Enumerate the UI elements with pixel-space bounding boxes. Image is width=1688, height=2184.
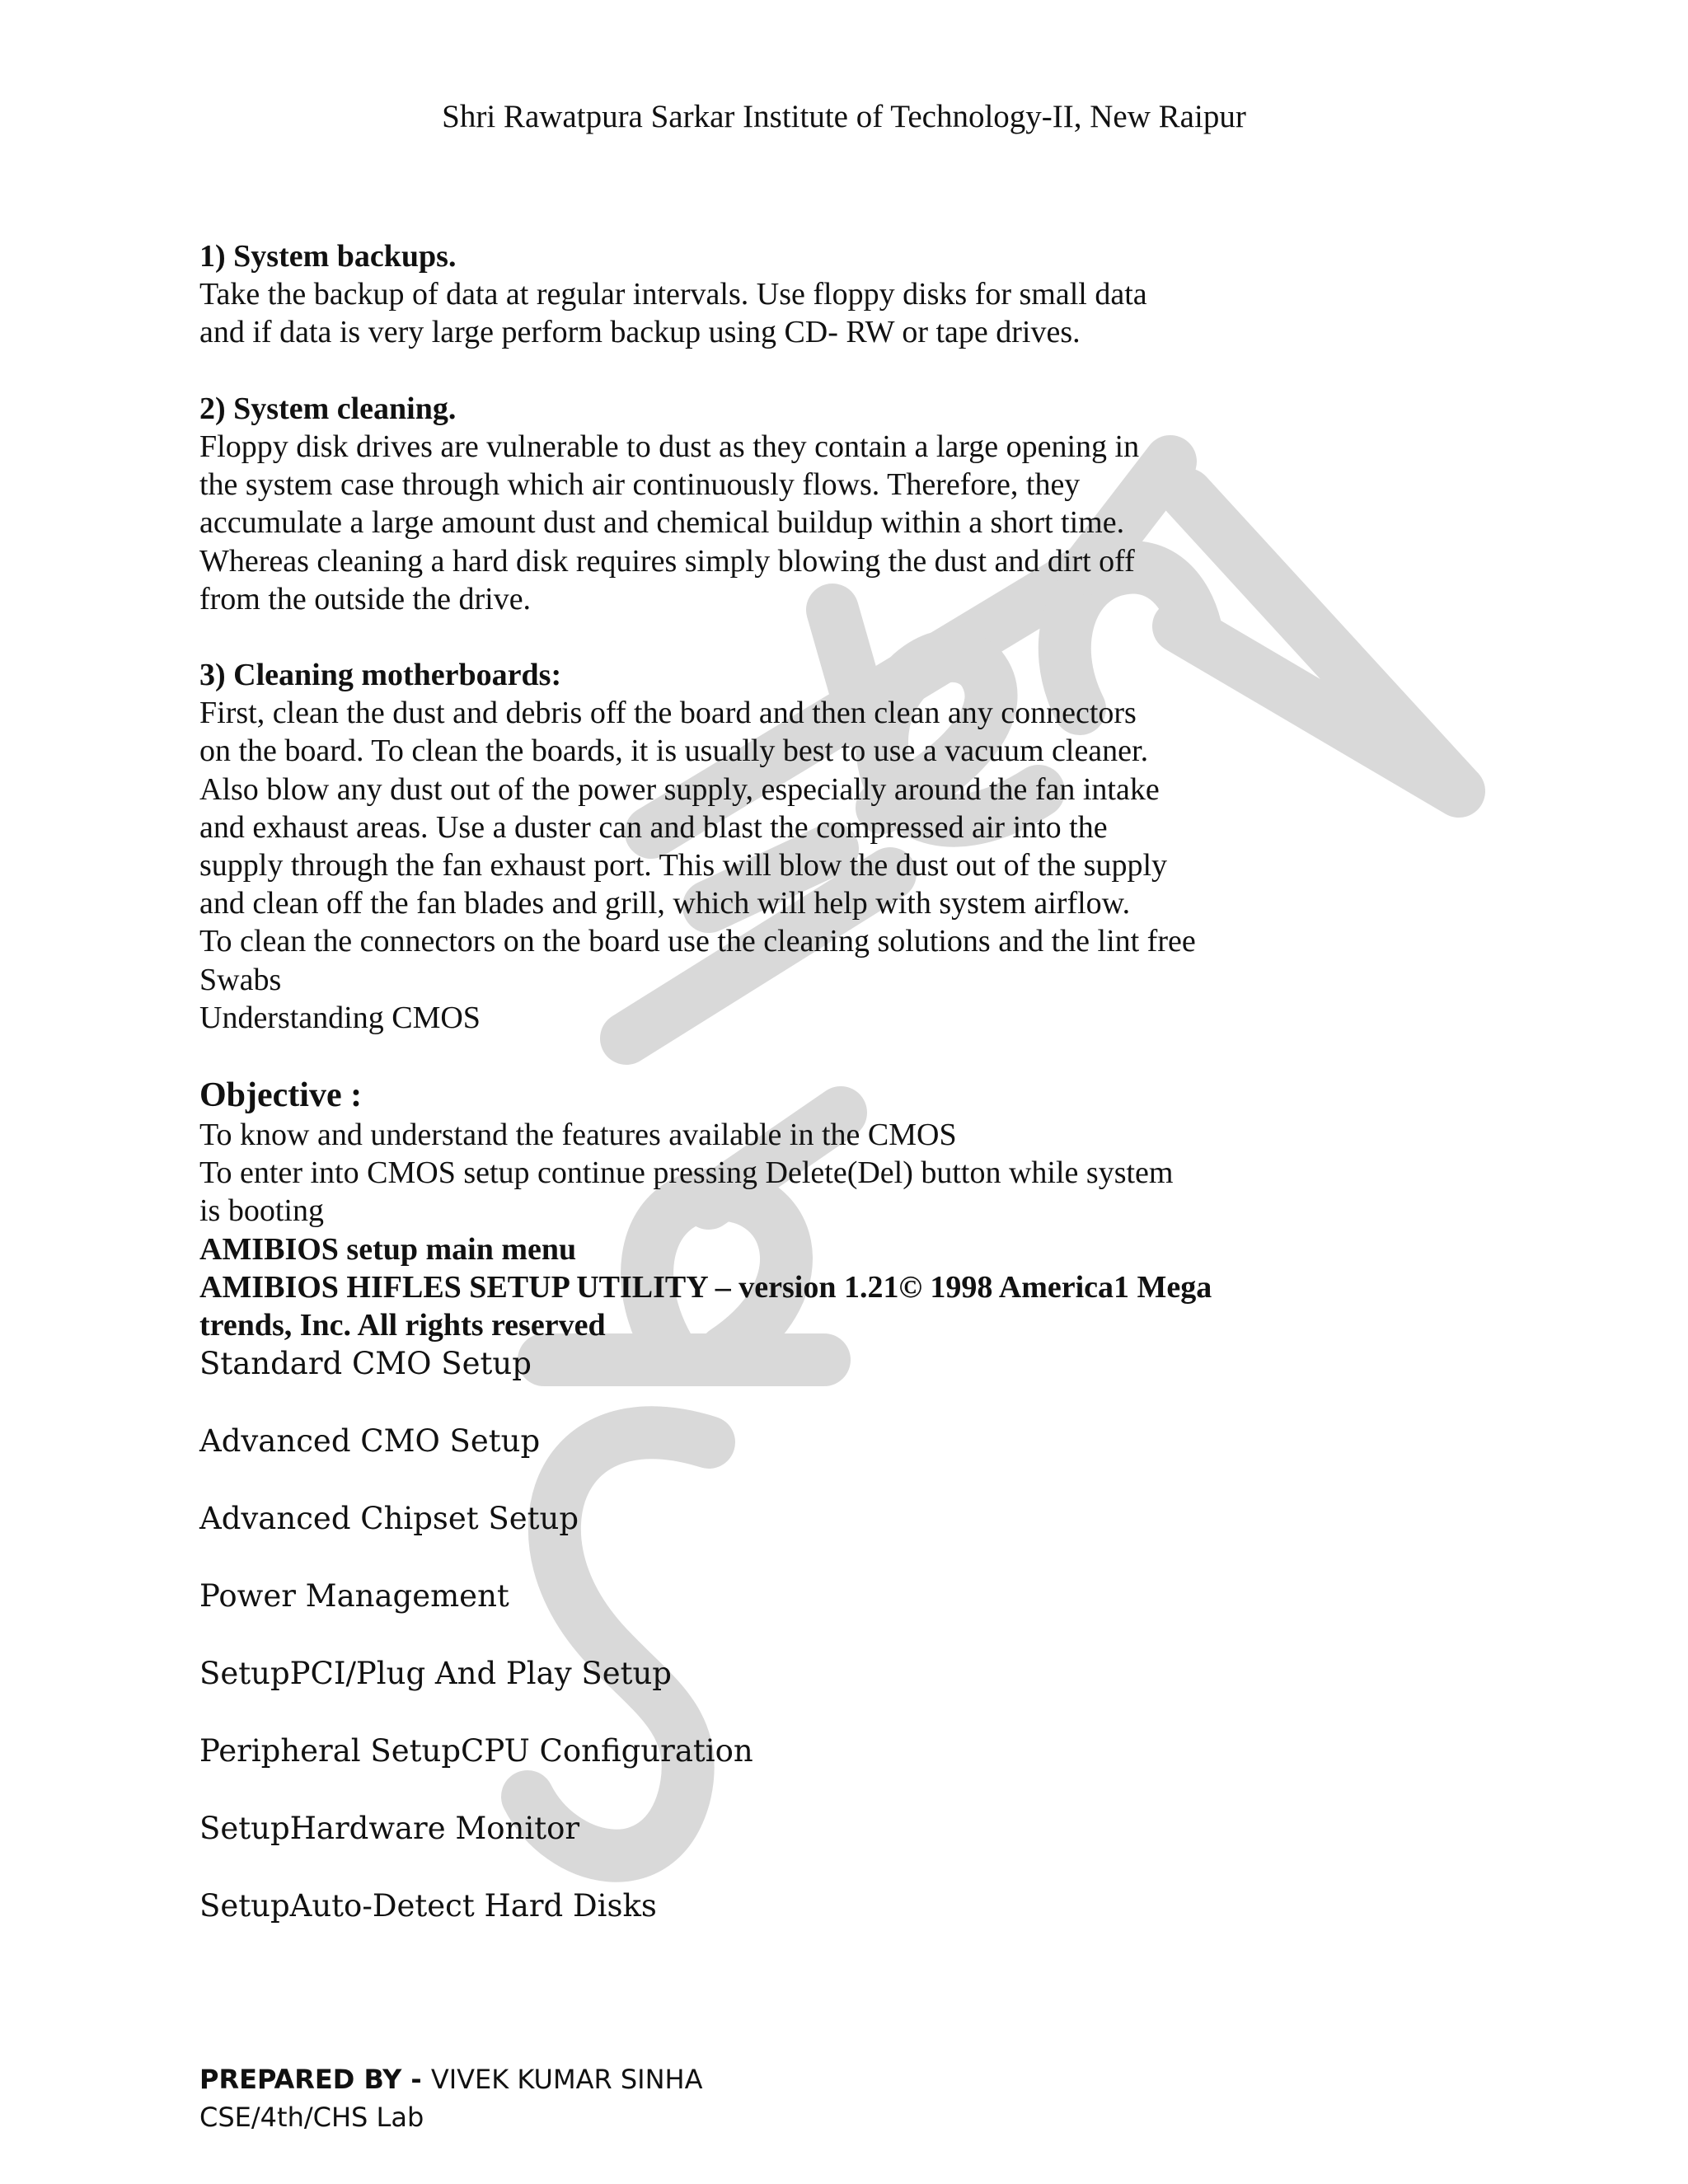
bold-line: trends, Inc. All rights reserved (199, 1307, 606, 1343)
objective-heading: Objective : (199, 1076, 363, 1114)
paragraph-line: Also blow any dust out of the power supply, especially around the fan intake (199, 771, 1160, 807)
paragraph-line: and clean off the fan blades and grill, which will help with system airflow. (199, 886, 1131, 921)
paragraph-line: Understanding CMOS (199, 1000, 481, 1035)
menu-item: SetupPCI/Plug And Play Setup (199, 1656, 672, 1692)
author-name: VIVEK KUMAR SINHA (430, 2064, 703, 2095)
bold-line: AMIBIOS setup main menu (199, 1231, 577, 1267)
document-body (199, 237, 1518, 1964)
page-header: Shri Rawatpura Sarkar Institute of Technology-II, New Raipur (442, 99, 1246, 134)
paragraph-line: To know and understand the features available in the CMOS (199, 1117, 957, 1152)
paragraph-line: Floppy disk drives are vulnerable to dust as they contain a large opening in (199, 429, 1140, 464)
cmos-menu-list (199, 1344, 1518, 1925)
menu-item: Advanced CMO Setup (199, 1423, 541, 1460)
paragraph-line: To clean the connectors on the board use the cleaning solutions and the lint free (199, 924, 1196, 959)
section-system-backups (199, 237, 1518, 352)
section-heading: 1) System backups. (199, 239, 457, 274)
paragraph-line: and exhaust areas. Use a duster can and blast the compressed air into the (199, 809, 1108, 845)
paragraph-line: Take the backup of data at regular intervals. Use floppy disks for small data (199, 277, 1147, 312)
paragraph-line: accumulate a large amount dust and chemical buildup within a short time. (199, 505, 1125, 541)
menu-item: Power Management (199, 1578, 509, 1615)
section-cleaning-motherboards (199, 656, 1518, 1037)
menu-item: Standard CMO Setup (199, 1346, 532, 1382)
paragraph-line: the system case through which air continuously flows. Therefore, they (199, 467, 1081, 503)
course-line: CSE/4th/CHS Lab (199, 2102, 424, 2133)
menu-item: Advanced Chipset Setup (199, 1501, 579, 1537)
section-system-cleaning (199, 390, 1518, 618)
paragraph-line: To enter into CMOS setup continue pressing Delete(Del) button while system (199, 1155, 1174, 1191)
paragraph-line: from the outside the drive. (199, 581, 532, 616)
page-footer (199, 2060, 703, 2136)
menu-item: Peripheral SetupCPU Configuration (199, 1733, 753, 1769)
section-heading: 3) Cleaning motherboards: (199, 658, 562, 693)
paragraph-line: Whereas cleaning a hard disk requires simply blowing the dust and dirt off (199, 543, 1135, 579)
paragraph-line: supply through the fan exhaust port. This will blow the dust out of the supply (199, 848, 1168, 883)
paragraph-line: and if data is very large perform backup using CD- RW or tape drives. (199, 315, 1081, 350)
menu-item: SetupHardware Monitor (199, 1811, 580, 1847)
paragraph-spacer (199, 352, 1518, 390)
paragraph-line: on the board. To clean the boards, it is usually best to use a vacuum cleaner. (199, 733, 1149, 769)
section-objective (199, 1075, 1518, 1344)
prepared-by-label: PREPARED BY - (199, 2064, 431, 2095)
prepared-by-line (199, 2060, 703, 2098)
section-heading: 2) System cleaning. (199, 391, 457, 426)
bold-line: AMIBIOS HIFLES SETUP UTILITY – version 1.21© 1998 America1 Mega (199, 1269, 1212, 1305)
paragraph-spacer (199, 618, 1518, 656)
paragraph-line: Swabs (199, 962, 282, 997)
paragraph-line: First, clean the dust and debris off the board and then clean any connectors (199, 696, 1137, 731)
menu-item: SetupAuto-Detect Hard Disks (199, 1888, 657, 1924)
paragraph-line: is booting (199, 1193, 324, 1229)
